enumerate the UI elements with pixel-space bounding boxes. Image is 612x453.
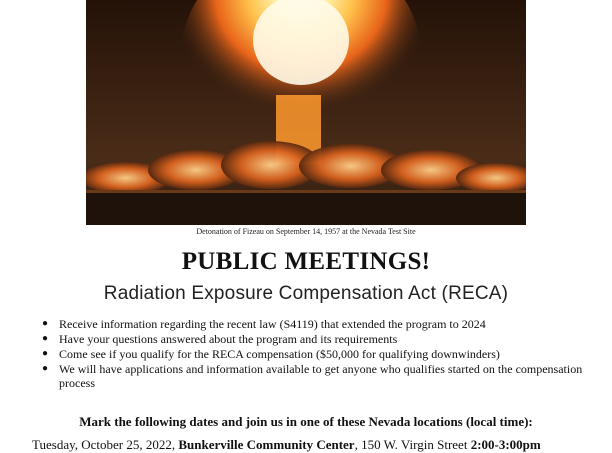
bullet-text: Receive information regarding the recent law (S4119) that extended the program to 2024 bbox=[59, 317, 486, 331]
meeting-session bbox=[32, 437, 612, 453]
bullet-text: We will have applications and information available to get anyone who qualifies started on the compensation process bbox=[59, 362, 583, 390]
list-item bbox=[40, 347, 600, 361]
list-item bbox=[40, 332, 600, 346]
page-title: PUBLIC MEETINGS! bbox=[181, 248, 431, 275]
session-date: Tuesday, October 25, 2022, bbox=[32, 437, 176, 452]
photo-caption: Detonation of Fizeau on September 14, 1957 at the Nevada Test Site bbox=[196, 227, 416, 236]
info-bullet-list bbox=[40, 317, 600, 391]
bullet-icon: ● bbox=[42, 348, 49, 359]
bullet-text: Come see if you qualify for the RECA compensation ($50,000 for qualifying downwinders) bbox=[59, 347, 500, 361]
page-subtitle: Radiation Exposure Compensation Act (RECA) bbox=[103, 283, 509, 304]
list-item bbox=[40, 317, 600, 331]
bullet-icon: ● bbox=[42, 333, 49, 344]
list-item bbox=[40, 362, 600, 390]
session-address: , 150 W. Virgin Street bbox=[354, 437, 471, 452]
bullet-icon: ● bbox=[42, 318, 49, 329]
detonation-photo bbox=[86, 0, 526, 225]
session-time: 2:00-3:00pm bbox=[470, 437, 541, 452]
session-venue: Bunkerville Community Center bbox=[178, 437, 355, 452]
bullet-icon: ● bbox=[42, 363, 49, 374]
bullet-text: Have your questions answered about the program and its requirements bbox=[59, 332, 398, 346]
meeting-instructions: Mark the following dates and join us in one of these Nevada locations (local time): bbox=[79, 414, 533, 429]
